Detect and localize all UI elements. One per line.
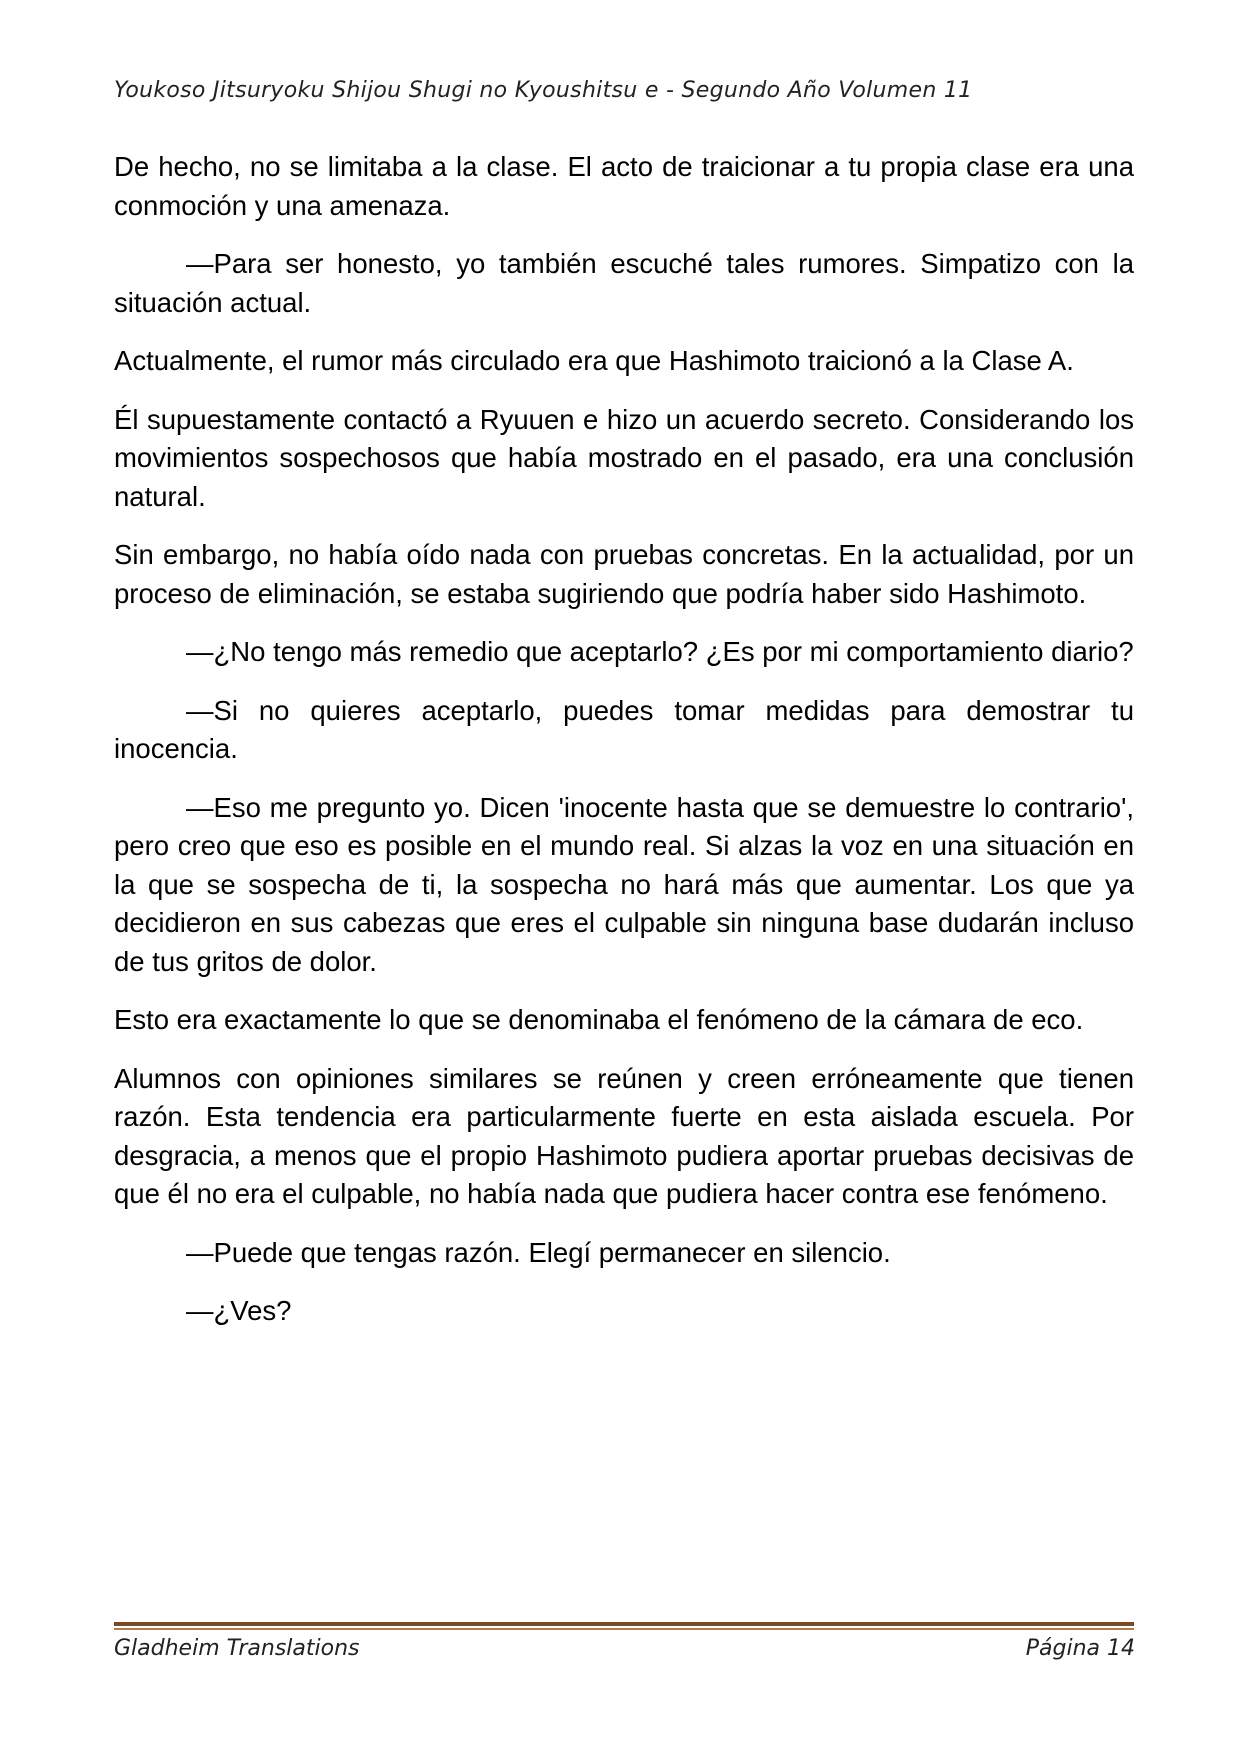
page-body <box>114 148 1134 1351</box>
paragraph-3: Actualmente, el rumor más circulado era que Hashimoto traicionó a la Clase A. <box>114 345 1074 376</box>
paragraph-2: —Para ser honesto, yo también escuché tales rumores. Simpatizo con la situación actual. <box>114 248 1134 318</box>
paragraph-12: —¿Ves? <box>186 1295 292 1326</box>
paragraph-9: Esto era exactamente lo que se denominaba el fenómeno de la cámara de eco. <box>114 1004 1084 1035</box>
running-header: Youkoso Jitsuryoku Shijou Shugi no Kyoushitsu e - Segundo Año Volumen 11 <box>114 78 973 103</box>
footer-divider <box>114 1622 1134 1630</box>
footer-page-number: Página 14 <box>1025 1636 1135 1661</box>
paragraph-10: Alumnos con opiniones similares se reúnen y creen erróneamente que tienen razón. Esta tendencia era particularmente fuerte en esta aislada escuela. Por desgracia, a menos que el propio Hashimoto pudiera aportar pruebas decisivas de que él no era el culpable, no había nada que pudiera hacer contra ese fenómeno. <box>114 1062 1134 1209</box>
paragraph-4: Él supuestamente contactó a Ryuuen e hizo un acuerdo secreto. Considerando los movimientos sospechosos que había mostrado en el pasado, era una conclusión natural. <box>114 403 1134 512</box>
paragraph-8: —Eso me pregunto yo. Dicen 'inocente hasta que se demuestre lo contrario', pero creo que eso es posible en el mundo real. Si alzas la voz en una situación en la que se sospecha de ti, la sospecha no hará más que aumentar. Los que ya decidieron en sus cabezas que eres el culpable sin ninguna base dudarán incluso de tus gritos de dolor. <box>114 791 1134 977</box>
footer-divider-thick <box>114 1622 1134 1626</box>
paragraph-1: De hecho, no se limitaba a la clase. El acto de traicionar a tu propia clase era una conmoción y una amenaza. <box>114 151 1134 221</box>
paragraph-6: —¿No tengo más remedio que aceptarlo? ¿Es por mi comportamiento diario? <box>186 636 1134 667</box>
paragraph-11: —Puede que tengas razón. Elegí permanecer en silencio. <box>186 1236 891 1268</box>
paragraph-5: Sin embargo, no había oído nada con pruebas concretas. En la actualidad, por un proceso de eliminación, se estaba sugiriendo que podría haber sido Hashimoto. <box>114 539 1134 609</box>
footer-divider-thin <box>114 1628 1134 1630</box>
footer-publisher: Gladheim Translations <box>114 1636 360 1661</box>
paragraph-7: —Si no quieres aceptarlo, puedes tomar medidas para demostrar tu inocencia. <box>114 694 1134 764</box>
